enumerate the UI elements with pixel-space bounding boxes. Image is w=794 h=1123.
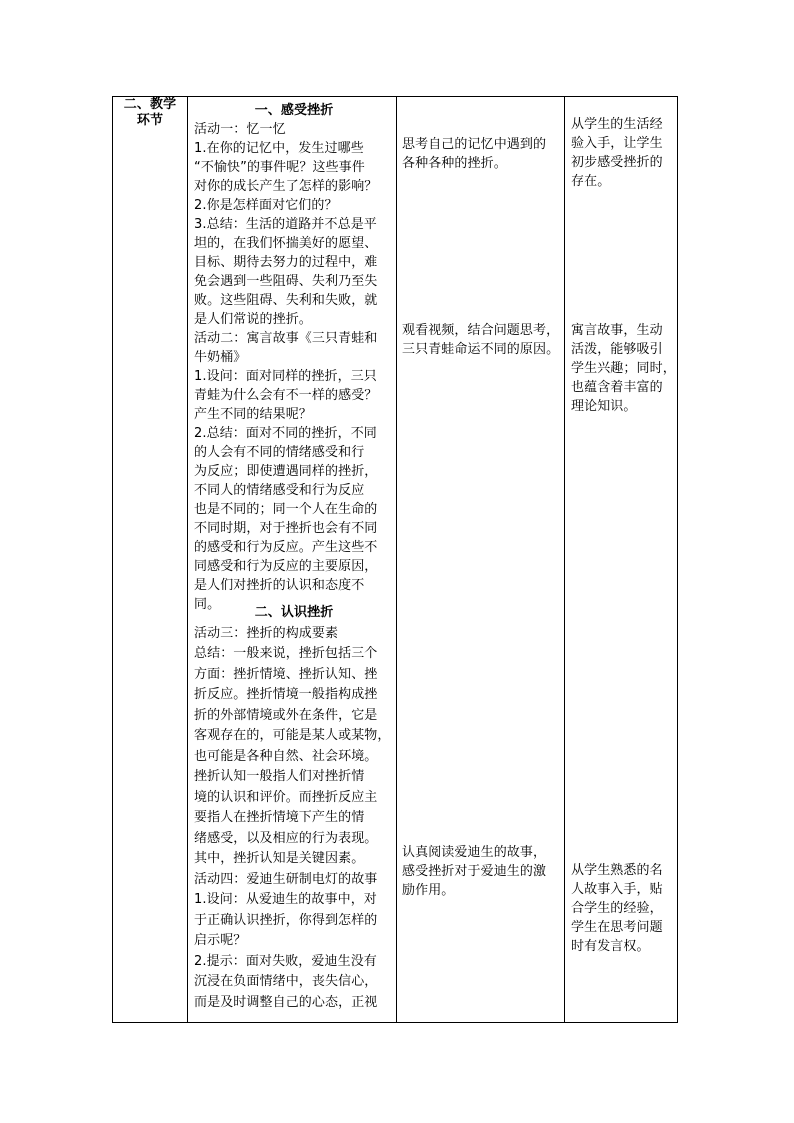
text-line: 败。这些阻碍、失利和失败，就: [194, 293, 378, 308]
text-line: 绪感受，以及相应的行为表现。: [194, 830, 378, 846]
text-line: 感受挫折对于爱迪生的激: [402, 864, 547, 879]
student-activity-1: [402, 135, 546, 173]
teacher-activity-cell: [188, 97, 396, 1022]
text-line: 各种各种的挫折。: [402, 156, 507, 171]
text-line: 不同时期，对于挫折也会有不同: [194, 521, 378, 536]
text-line: 方面：挫折情境、挫折认知、挫: [194, 666, 378, 682]
text-line: 对你的成长产生了怎样的影响？: [194, 179, 378, 194]
text-line: 启示呢？: [194, 933, 247, 948]
text-line: 1.在你的记忆中，发生过哪些: [194, 141, 364, 156]
text-line: 折的外部情境或外在条件，它是: [194, 707, 378, 723]
text-line: 存在。: [571, 174, 611, 189]
text-line: 从学生的生活经: [571, 117, 663, 132]
text-line: 1.设问：面对同样的挫折，三只: [194, 369, 377, 384]
text-line: 是人们常说的挫折。: [194, 312, 312, 327]
text-line: 要指人在挫折情境下产生的情: [194, 810, 365, 825]
text-line: 理论知识。: [571, 399, 637, 414]
text-line: 初步感受挫折的: [571, 155, 663, 170]
text-line: 同感受和行为反应的主要原因，: [194, 559, 378, 574]
text-line: 其中，挫折认知是关键因素。: [194, 851, 365, 866]
section-label: [113, 97, 187, 129]
text-line: 免会遇到一些阻碍、失利乃至失: [194, 274, 378, 289]
text-line: 活动一：忆一忆: [194, 122, 286, 137]
section-label-cell: [113, 97, 187, 1022]
text-line: 的感受和行为反应。产生这些不: [194, 540, 378, 555]
text-line: 励作用。: [402, 883, 455, 898]
design-intent-4: [571, 861, 663, 956]
text-line: 也可能是各种自然、社会环境。: [194, 748, 378, 764]
text-line: 2.总结：面对不同的挫折，不同: [194, 426, 377, 441]
text-line: 活泼，能够吸引: [571, 342, 663, 357]
text-line: 1.设问：从爱迪生的故事中，对: [194, 892, 377, 907]
text-line: “不愉快”的事件呢？这些事件: [194, 160, 365, 175]
text-line: 寓言故事，生动: [571, 323, 663, 338]
text-line: 牛奶桶》: [194, 350, 247, 365]
lesson-plan-table: [112, 96, 678, 1023]
text-line: 境的认识和评价。而挫折反应主: [194, 789, 378, 805]
text-line: 认真阅读爱迪生的故事，: [402, 845, 547, 860]
text-line: 挫折认知一般指人们对挫折情: [194, 769, 365, 784]
design-intent-1: [571, 115, 663, 191]
text-line: 从学生熟悉的名: [571, 863, 663, 878]
text-line: 而是及时调整自己的心态，正视: [194, 994, 378, 1010]
text-line: 验入手，让学生: [571, 136, 663, 151]
text-line: 观看视频，结合问题思考，: [402, 323, 560, 338]
text-line: 学生在思考问题: [571, 920, 663, 935]
text-line: 也是不同的；同一个人在生命的: [194, 502, 378, 517]
text-line: 产生不同的结果呢？: [194, 407, 312, 422]
text-line: 总结：一般来说，挫折包括三个: [194, 646, 378, 661]
text-line: 于正确认识挫折，你得到怎样的: [194, 912, 378, 928]
design-intent-cell: [565, 97, 677, 1022]
student-activity-2: [402, 321, 559, 359]
design-intent-2: [571, 321, 676, 416]
text-line: 目标、期待去努力的过程中，难: [194, 255, 378, 270]
text-line: 学生兴趣；同时，: [571, 361, 676, 376]
text-line: 2.你是怎样面对它们的？: [194, 198, 338, 213]
text-line: 合学生的经验，: [571, 901, 663, 916]
text-line: 2.提示：面对失败，爱迪生没有: [194, 953, 377, 969]
text-line: 为反应；即使遭遇同样的挫折，: [194, 464, 378, 479]
text-line: 三只青蛙命运不同的原因。: [402, 342, 560, 357]
text-line: 的人会有不同的情绪感受和行: [194, 445, 365, 460]
text-line: 环节: [136, 113, 164, 128]
text-line: 一、感受挫折: [254, 103, 334, 118]
text-line: 不同人的情绪感受和行为反应: [194, 483, 365, 498]
text-line: 活动三：挫折的构成要素: [194, 625, 339, 641]
student-activity-4: [402, 843, 546, 900]
text-line: 客观存在的，可能是某人或某物，: [194, 728, 391, 743]
text-line: 折反应。挫折情境一般指构成挫: [194, 687, 378, 702]
text-line: 思考自己的记忆中遇到的: [402, 137, 547, 152]
text-line: 活动二：寓言故事《三只青蛙和: [194, 331, 378, 346]
student-activity-cell: [397, 97, 564, 1022]
teacher-part-2: [194, 603, 394, 1013]
text-line: 同。: [194, 597, 221, 612]
text-line: 活动四：爱迪生研制电灯的故事: [194, 871, 378, 887]
text-line: 是人们对挫折的认识和态度不: [194, 578, 365, 593]
text-line: 沉浸在负面情绪中，丧失信心，: [194, 974, 378, 989]
teacher-part-1: [194, 101, 394, 614]
text-line: 也蕴含着丰富的: [571, 380, 663, 395]
text-line: 人故事入手，贴: [571, 882, 663, 897]
text-line: 时有发言权。: [571, 939, 650, 954]
text-line: 二、认识挫折: [254, 605, 334, 620]
text-line: 3.总结：生活的道路并不总是平: [194, 217, 377, 232]
text-line: 二、教学: [123, 97, 177, 112]
text-line: 青蛙为什么会有不一样的感受？: [194, 388, 378, 403]
text-line: 坦的，在我们怀揣美好的愿望、: [194, 236, 378, 251]
